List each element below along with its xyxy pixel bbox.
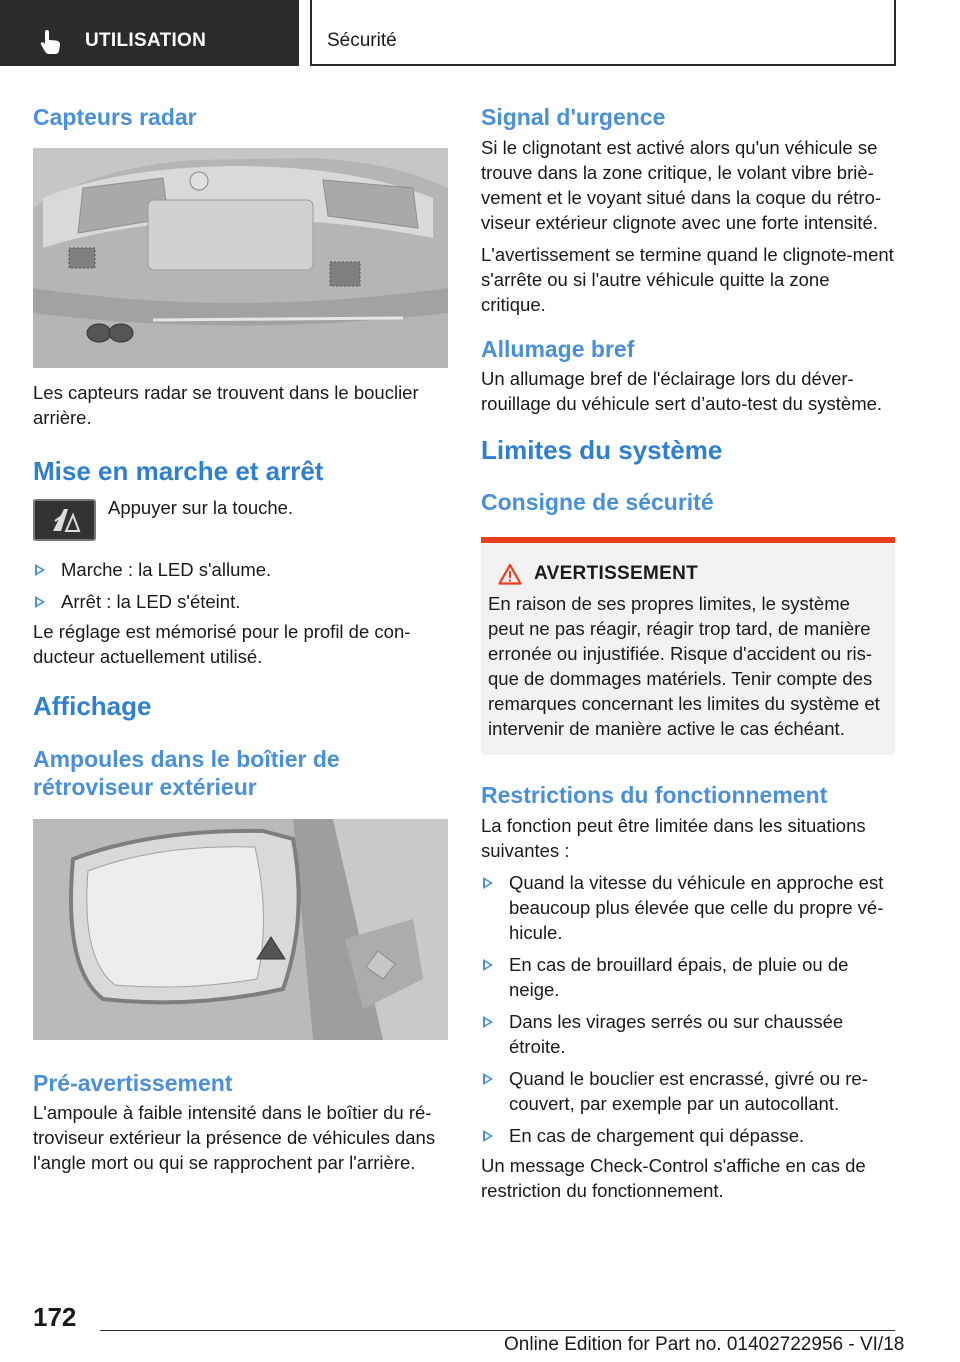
list-item: Quand le bouclier est encrassé, givré ou re-couvert, par exemple par un autocollant. bbox=[481, 1066, 895, 1116]
triangle-bullet-icon bbox=[483, 1073, 493, 1085]
triangle-bullet-icon bbox=[483, 1016, 493, 1028]
restrictions-text: La fonction peut être limitée dans les situations suivantes : bbox=[481, 814, 866, 861]
triangle-bullet-icon bbox=[483, 1130, 493, 1142]
pre-warning-text: L'ampoule à faible intensité dans le boîtier du ré-troviseur extérieur la présence de véhicules dans l'angle mort ou qui se rapprochent par l'arrière. bbox=[33, 1101, 436, 1173]
button-instruction bbox=[33, 496, 448, 541]
brief-flash-heading: Allumage bref bbox=[481, 335, 635, 362]
radar-sensors-text: Les capteurs radar se trouvent dans le bouclier arrière. bbox=[33, 381, 419, 428]
blind-spot-button-icon bbox=[33, 499, 96, 541]
profile-note: Le réglage est mémorisé pour le profil de con-ducteur actuellement utilisé. bbox=[33, 620, 411, 667]
press-button-text: Appuyer sur la touche. bbox=[108, 496, 294, 518]
warning-title: AVERTISSEMENT bbox=[498, 563, 888, 585]
display-heading: Affichage bbox=[33, 690, 152, 721]
system-limits-heading: Limites du système bbox=[481, 435, 723, 466]
warning-text: En raison de ses propres limites, le système peut ne pas réagir, réagir trop tard, de manière erronée ou injustifiée. Risque d'accident ou ris-que de dommages matériels. Tenir compte des remarques concernant les limites du système et intervenir de manière active le cas échéant. bbox=[488, 592, 880, 739]
pre-warning-heading: Pré-avertissement bbox=[33, 1070, 233, 1097]
emergency-signal-end-text: L'avertissement se termine quand le clignote-ment s'arrête ou si l'autre véhicule quitte la zone critique. bbox=[481, 243, 894, 315]
emergency-signal-text: Si le clignotant est activé alors qu'un véhicule se trouve dans la zone critique, le volant vibre briè-vement et le voyant situé dans la coque du rétro-viseur extérieur clignote avec une forte intensité. bbox=[481, 136, 882, 233]
list-item: Quand la vitesse du véhicule en approche est beaucoup plus élevée que celle du propre vé-hicule. bbox=[481, 870, 895, 945]
page-header bbox=[0, 0, 960, 66]
radar-sensors-heading: Capteurs radar bbox=[33, 104, 197, 130]
on-off-heading: Mise en marche et arrêt bbox=[33, 455, 324, 486]
on-off-list bbox=[33, 557, 448, 614]
section-tab[interactable] bbox=[310, 0, 896, 66]
triangle-bullet-icon bbox=[483, 959, 493, 971]
hand-pointer-icon bbox=[38, 28, 66, 56]
mirror-bulbs-heading: Ampoules dans le boîtier de rétroviseur extérieur bbox=[33, 745, 340, 800]
warning-box bbox=[481, 537, 895, 755]
emergency-signal-heading: Signal d'urgence bbox=[481, 104, 666, 130]
rear-bumper-illustration bbox=[33, 148, 448, 368]
edition-text: Online Edition for Part no. 01402722956 - VI/18 bbox=[504, 1334, 905, 1355]
list-item: En cas de chargement qui dépasse. bbox=[481, 1123, 895, 1148]
left-column bbox=[33, 100, 448, 1175]
restrictions-list bbox=[481, 870, 895, 1148]
page-number: 172 bbox=[33, 1302, 77, 1332]
list-item: En cas de brouillard épais, de pluie ou de neige. bbox=[481, 952, 895, 1002]
check-control-note: Un message Check-Control s'affiche en cas de restriction du fonctionnement. bbox=[481, 1154, 866, 1201]
triangle-bullet-icon bbox=[35, 564, 45, 576]
side-mirror-photo bbox=[33, 819, 448, 1040]
chapter-tab[interactable] bbox=[0, 0, 299, 66]
rear-bumper-photo bbox=[33, 148, 448, 368]
section-label: Sécurité bbox=[327, 30, 397, 51]
brief-flash-text: Un allumage bref de l'éclairage lors du déver-rouillage du véhicule sert d’auto-test du système. bbox=[481, 368, 883, 415]
triangle-bullet-icon bbox=[35, 596, 45, 608]
footer-divider bbox=[100, 1330, 895, 1331]
list-item: Marche : la LED s'allume. bbox=[33, 557, 448, 582]
triangle-bullet-icon bbox=[483, 877, 493, 889]
list-item: Dans les virages serrés ou sur chaussée étroite. bbox=[481, 1009, 895, 1059]
right-column bbox=[481, 100, 895, 1203]
restrictions-heading: Restrictions du fonctionnement bbox=[481, 781, 828, 808]
chapter-label: UTILISATION bbox=[85, 30, 207, 51]
warning-triangle-icon bbox=[498, 563, 522, 585]
side-mirror-illustration bbox=[33, 819, 448, 1040]
safety-note-heading: Consigne de sécurité bbox=[481, 489, 714, 516]
list-item: Arrêt : la LED s'éteint. bbox=[33, 589, 448, 614]
